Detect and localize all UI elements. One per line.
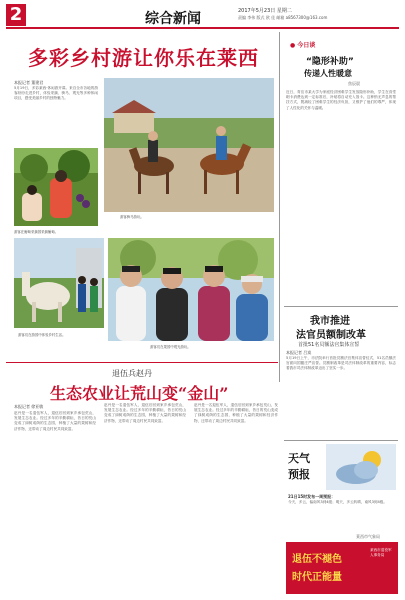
- weather-footer: 莱西市气象局: [356, 534, 380, 539]
- ad-line-1: 退伍不褪色: [292, 554, 342, 565]
- second-byline: 本报记者 吕岚: [286, 350, 312, 355]
- weather-title-1: 天气: [288, 452, 310, 465]
- sidebar-kicker-marker: ●: [290, 42, 296, 49]
- sidebar-body: 近日，青岛市某大学为家庭经济困难学生发放隐形补助，学生在食堂刷卡消费达到一定标准后，补贴将自动充入饭卡。这种悄无声息的帮扶方式，既减轻了困难学生的经济负担，又维护了他们的尊严，体现了人性化的关怀与温暖。: [286, 90, 396, 110]
- ad-banner: [286, 542, 398, 594]
- sidebar-subtitle: 传递人性暖意: [304, 69, 352, 78]
- feature-rule: [6, 362, 278, 363]
- weather-cloud-icon: [326, 444, 396, 490]
- camel-photo: [14, 238, 104, 328]
- ad-side-text: 莱西市退役军人事务局: [370, 548, 392, 557]
- section-title: 综合新闻: [145, 11, 201, 27]
- photo-caption-1: 游客在葡萄采摘园采摘葡萄。: [14, 230, 59, 234]
- second-headline: 我市推进: [310, 316, 350, 327]
- weather-body: 今天，多云，偏南风3到4级；明天，多云转晴，南风3到4级。: [288, 500, 387, 504]
- feature-body-col2: 赵丹是一名退伍军人，退伍后回到家乡承包荒山，发展生态农业。经过多年的辛勤耕耘，昔日的荒山变成了绿树成荫的生态园，种植了大量的果树和经济作物，还带动了周边村民共同致富。: [104, 403, 186, 423]
- horse-riding-photo: [104, 78, 274, 212]
- second-subheadline: 法官员额制改革: [296, 330, 366, 341]
- lead-headline: 多彩乡村游让你乐在莱西: [28, 46, 259, 70]
- weather-title-2: 预报: [288, 468, 310, 481]
- photo-caption-2: 游客骑马游玩。: [120, 215, 144, 219]
- sidebar-author: 焦辰晨: [348, 81, 360, 86]
- sidebar-kicker-text: 今日谈: [297, 42, 316, 49]
- feature-kicker: 退伍兵赵丹: [112, 369, 152, 378]
- second-story-rule: [284, 306, 398, 307]
- visitors-group-photo: [108, 238, 274, 341]
- date-line: 2017年5月23日 星期二: [238, 8, 292, 14]
- lead-intro: 5月19日，多彩莱西·休闲游开幕。来自全市各地的游客纷纷走进乡村，体验采摘、骑马、观光等多种休闲项目，感受美丽乡村的独特魅力。: [14, 86, 98, 101]
- ad-line-2: 时代正能量: [292, 572, 342, 583]
- weather-rule: [284, 440, 398, 441]
- grape-picking-photo: [14, 148, 98, 226]
- photo-caption-3: 游客们在游园中体验乡村生活。: [18, 333, 66, 337]
- editor-line: 责编 李伟 版式 欧 佳 邮箱 a8567300@163.com: [238, 15, 328, 20]
- sidebar-kicker: [290, 40, 315, 49]
- feature-body-col3: 赵丹是一名退伍军人，退伍后回到家乡承包荒山，发展生态农业。经过多年的辛勤耕耘，昔日的荒山变成了绿树成荫的生态园，种植了大量的果树和经济作物，还带动了周边村民共同致富。: [194, 403, 278, 423]
- lead-byline: 本报记者 董建君: [14, 80, 44, 85]
- sidebar-title: “隐形补助”: [306, 57, 354, 67]
- second-body: 5月19日上午，市法院举行首批员额法官集体宣誓仪式，51名员额法官面向国徽庄严宣誓。员额制改革是司法体制改革的重要内容，标志着我市司法体制改革迈出了坚实一步。: [286, 356, 396, 371]
- header-rule: [6, 27, 399, 29]
- feature-body-col1: 赵丹是一名退伍军人，退伍后回到家乡承包荒山，发展生态农业。经过多年的辛勤耕耘，昔日的荒山变成了绿树成荫的生态园，种植了大量的果树和经济作物，还带动了周边村民共同致富。: [14, 411, 96, 431]
- column-divider: [279, 32, 280, 382]
- photo-caption-4: 游客们在果园中观光游玩。: [150, 345, 191, 349]
- feature-headline: 生态农业让荒山变“金山”: [50, 384, 229, 403]
- page-number-box: 2: [6, 4, 26, 26]
- second-deck: 首批51名员额法官集体宣誓: [298, 342, 360, 348]
- weather-header: 21日15时发布一周预报：: [288, 494, 336, 499]
- feature-byline: 本报记者 徐亚敏: [14, 404, 44, 409]
